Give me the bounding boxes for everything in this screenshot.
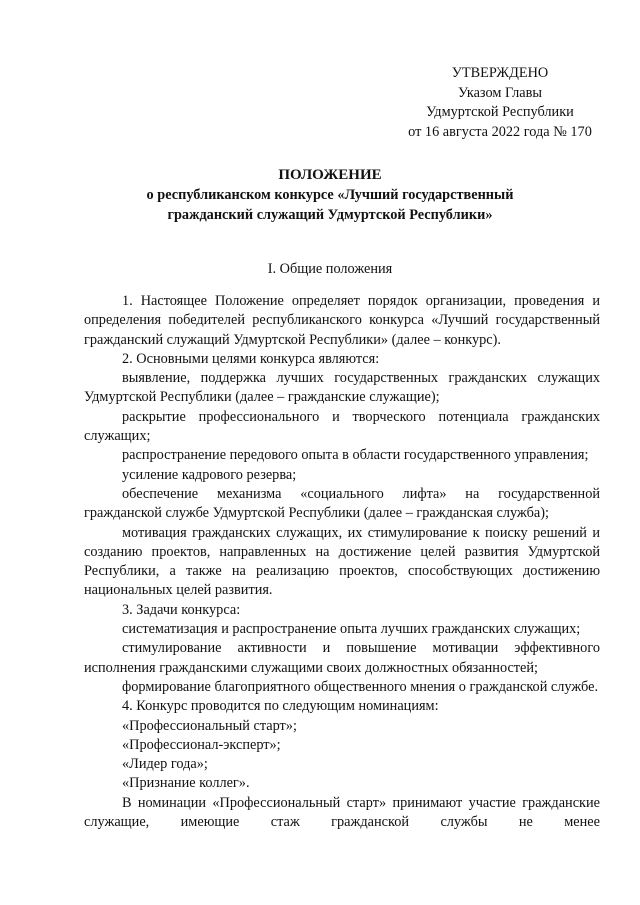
- paragraph: 2. Основными целями конкурса являются:: [122, 350, 380, 367]
- paragraph: распространение передового опыта в области государственного управления;: [122, 447, 589, 464]
- paragraph: выявление, поддержка лучших государственных гражданских служащих Удмуртской Республики (далее – гражданские служащие);: [84, 370, 600, 406]
- paragraph: стимулирование активности и повышение мотивации эффективного исполнения гражданскими служащими своих должностных обязанностей;: [84, 640, 600, 676]
- title-subtitle-line1: о республиканском конкурсе «Лучший государственный: [146, 187, 514, 203]
- title-subtitle-line2: гражданский служащий Удмуртской Республики»: [167, 207, 493, 223]
- paragraph: «Профессиональный старт»;: [122, 717, 297, 734]
- title-main: ПОЛОЖЕНИЕ: [278, 167, 382, 183]
- section-heading: I. Общие положения: [267, 261, 393, 277]
- paragraph: раскрытие профессионального и творческого потенциала гражданских служащих;: [84, 408, 600, 445]
- paragraph: В номинации «Профессиональный старт» принимают участие гражданские служащие, имеющие стаж гражданской службы не менее: [84, 794, 600, 831]
- paragraph: «Профессионал-эксперт»;: [122, 736, 281, 753]
- approval-line-date: от 16 августа 2022 года № 170: [408, 123, 592, 140]
- paragraph: мотивация гражданских служащих, их стимулирование к поиску решений и созданию проектов, направленных на достижение целей развития Удмуртской Республики, а также на реализацию проектов, способствующих достижению национальных целей развития.: [84, 524, 600, 599]
- document-body: [84, 292, 600, 832]
- paragraph: 1. Настоящее Положение определяет порядок организации, проведения и определения победителей республиканского конкурса «Лучший государственный гражданский служащий Удмуртской Республики» (далее – конкурс).: [84, 293, 600, 348]
- approval-line-republic: Удмуртской Республики: [426, 104, 574, 120]
- paragraph: обеспечение механизма «социального лифта» на государственной гражданской службе Удмуртской Республики (далее – гражданская служба);: [84, 485, 600, 522]
- paragraph: «Лидер года»;: [122, 756, 208, 773]
- paragraph: «Признание коллег».: [122, 775, 250, 792]
- document-title: [60, 165, 600, 225]
- paragraph: систематизация и распространение опыта лучших гражданских служащих;: [122, 621, 581, 638]
- paragraph: 4. Конкурс проводится по следующим номинациям:: [122, 698, 439, 715]
- approval-line-decree: Указом Главы: [457, 84, 543, 101]
- paragraph: 3. Задачи конкурса:: [122, 601, 241, 618]
- approval-line-approved: УТВЕРЖДЕНО: [451, 65, 549, 81]
- paragraph: формирование благоприятного общественного мнения о гражданской службе.: [122, 678, 599, 695]
- paragraph: усиление кадрового резерва;: [122, 466, 297, 483]
- approval-stamp: [390, 64, 610, 142]
